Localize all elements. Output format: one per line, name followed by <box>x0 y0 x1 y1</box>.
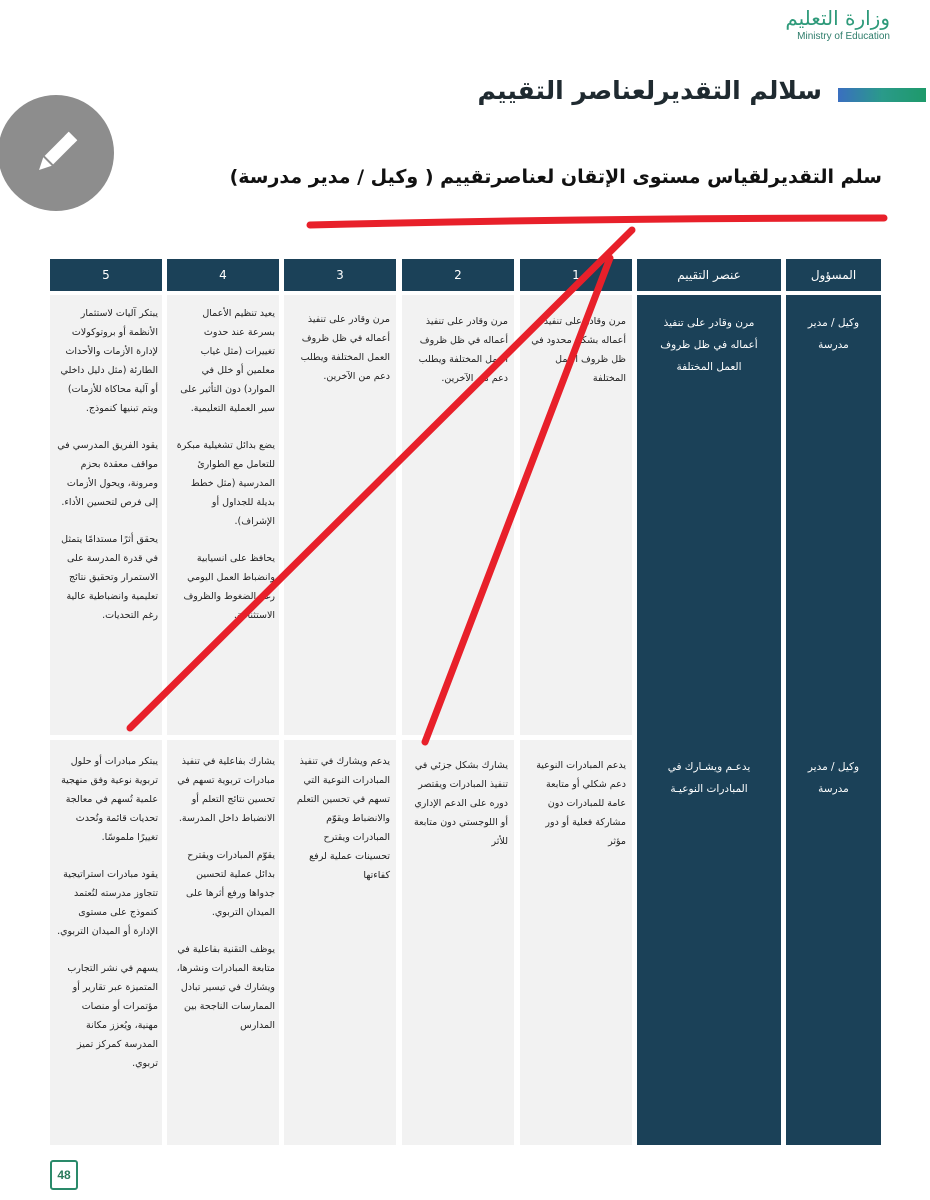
page-title: سلالم التقديرلعناصر التقييم <box>477 76 822 105</box>
row2-responsible: وكيل / مدير مدرسة <box>807 761 860 795</box>
header-responsible: المسؤول <box>786 259 881 291</box>
page-subtitle: سلم التقديرلقياس مستوى الإتقان لعناصرتقييم ( وكيل / مدير مدرسة) <box>229 166 882 188</box>
header-level-4: 4 <box>167 259 279 291</box>
row2-element: يدعـم ويشـارك في المبادرات النوعيـة <box>667 761 751 795</box>
row2-level2-text: يشارك بشكل جزئي في تنفيذ المبادرات ويقتصر دوره على الدعم الإداري أو اللوجستي دون متابعة للأثر <box>414 760 508 847</box>
row2-level5-para: يسهم في نشر التجارب المتميزة عبر تقارير أو مؤتمرات أو منصات مهنية، ويُعزز مكانة المدرسة كمركز تميز تربوي. <box>67 963 158 1069</box>
ministry-logo-arabic: وزارة التعليم <box>785 6 890 30</box>
title-accent-bar <box>838 88 926 102</box>
edit-button[interactable] <box>0 95 114 211</box>
row1-responsible: وكيل / مدير مدرسة <box>807 317 860 351</box>
row1-level2-text: مرن وقادر على تنفيذ أعماله في ظل ظروف العمل المختلفة ويطلب دعم من الآخرين. <box>418 316 508 384</box>
header-level-1: 1 <box>520 259 632 291</box>
responsible-column <box>786 295 881 1145</box>
row1-level5-para: يحقق أثرًا مستدامًا يتمثل في قدرة المدرسة على الاستمرار وتحقيق نتائج تعليمية وانضباطية عالية رغم التحديات. <box>61 534 158 621</box>
element-column <box>637 295 781 1145</box>
row1-level5-para: يقود الفريق المدرسي في مواقف معقدة بحزم ومرونة، ويحول الأزمات إلى فرص لتحسين الأداء. <box>57 440 158 508</box>
row1-level4-text <box>173 304 275 643</box>
row2-level4-para: يقوّم المبادرات ويقترح بدائل عملية لتحسين جدواها ورفع أثرها على الميدان التربوي. <box>186 850 275 918</box>
header-element: عنصر التقييم <box>637 259 781 291</box>
row1-level4-para: يضع بدائل تشغيلية مبكرة للتعامل مع الطوارئ المدرسية (مثل خطط بديلة للجداول أو الإشراف). <box>176 440 275 527</box>
header-level-3: 3 <box>284 259 396 291</box>
row2-level4-para: يشارك بفاعلية في تنفيذ مبادرات تربوية تسهم في تحسين نتائج التعلم أو الانضباط داخل المدرسة. <box>177 756 275 824</box>
row1-level4-para: يحافظ على انسيابية وانضباط العمل اليومي رغم الضغوط والظروف الاستثنائية. <box>183 553 275 621</box>
row1-level1-text: مرن وقادر على تنفيذ أعماله بشكل محدود في ظل ظروف العمل المختلفة <box>531 316 626 384</box>
row1-level4-para: يعيد تنظيم الأعمال بسرعة عند حدوث تغييرات (مثل غياب معلمين أو خلل في الموارد) دون التأثير على سير العملية التعليمية. <box>180 308 275 414</box>
row2-level1-text: يدعم المبادرات النوعية دعم شكلي أو متابعة عامة للمبادرات دون مشاركة فعلية أو دور مؤثر <box>536 760 626 847</box>
header-level-5: 5 <box>50 259 162 291</box>
row1-level5-para: يبتكر آليات لاستثمار الأنظمة أو بروتوكولات لإدارة الأزمات والأحداث الطارئة (مثل دليل داخلي أو آلية محاكاة للأزمات) ويتم تبنيها كنموذج. <box>60 308 158 414</box>
row2-level4-text <box>173 752 275 1053</box>
row1-element: مرن وقادر على تنفيذ أعماله في ظل ظروف العمل المختلفة <box>660 317 758 373</box>
ministry-logo-english: Ministry of Education <box>797 31 890 42</box>
pencil-icon <box>28 125 84 181</box>
row1-level5-text <box>56 304 158 643</box>
annotation-underline <box>310 218 884 225</box>
row2-level5-para: يبتكر مبادرات أو حلول تربوية نوعية وفق منهجية علمية تُسهم في معالجة تحديات قائمة وتُحدث تغييرًا ملموسًا. <box>61 756 158 843</box>
row2-level5-para: يقود مبادرات استراتيجية تتجاوز مدرسته لتُعتمد كنموذج على مستوى الإدارة أو الميدان التربوي. <box>57 869 158 937</box>
header-level-2: 2 <box>402 259 514 291</box>
row2-level3-text: يدعم ويشارك في تنفيذ المبادرات النوعية التي تسهم في تحسين التعلم والانضباط ويقوّم المبادرات ويقترح تحسينات عملية لرفع كفاءتها <box>296 756 390 881</box>
page-number: 48 <box>50 1160 78 1190</box>
row2-level4-para: يوظف التقنية بفاعلية في متابعة المبادرات ونشرها، ويشارك في تيسير تبادل الممارسات الناجحة بين المدارس <box>176 944 275 1031</box>
row2-level5-text <box>56 752 158 1091</box>
row1-level3-text: مرن وقادر على تنفيذ أعماله في ظل ظروف العمل المختلفة ويطلب دعم من الآخرين. <box>300 314 390 382</box>
